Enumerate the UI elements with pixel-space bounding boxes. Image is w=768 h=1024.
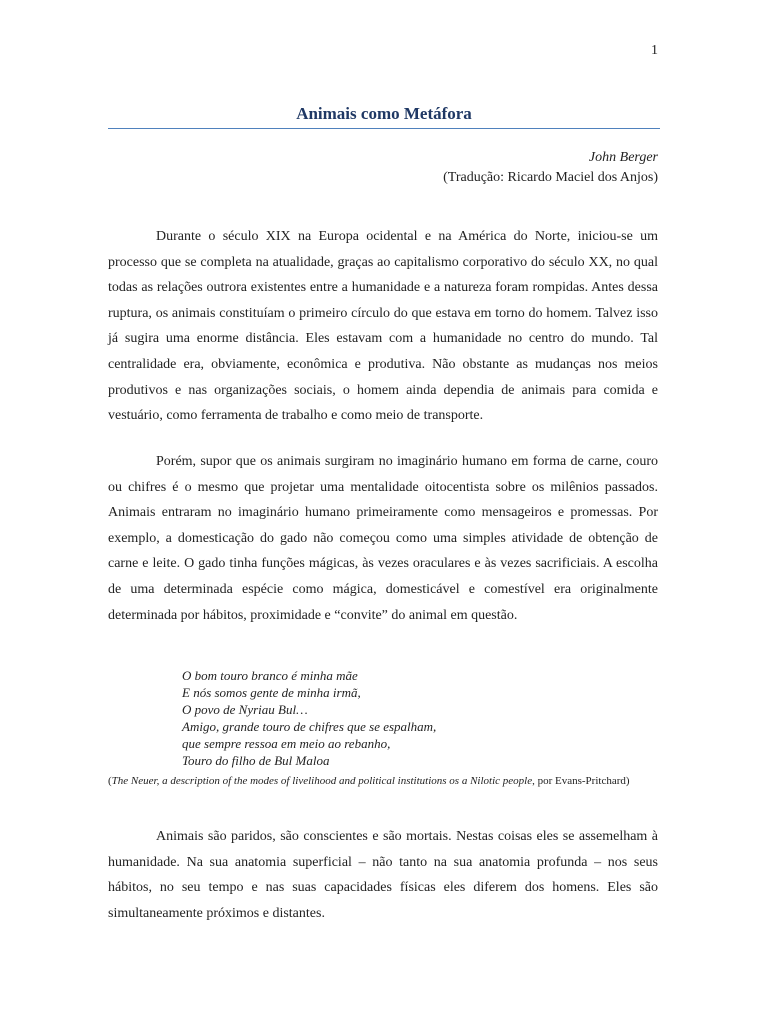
poem-line: E nós somos gente de minha irmã, [182, 685, 361, 700]
citation-rest: , por Evans-Pritchard) [532, 775, 630, 787]
citation-open: ( [108, 775, 112, 787]
poem-line: Amigo, grande touro de chifres que se espalham, [182, 719, 437, 734]
paragraph-2-text: Porém, supor que os animais surgiram no imaginário humano em forma de carne, couro ou chifres é o mesmo que projetar uma mentalidade oitocentista sobre os milênios passados. Animais entraram no imaginário humano primeiramente como mensageiros e promessas. Por exemplo, a domesticação do gado não começou como uma simples atividade de obtenção de carne e leite. O gado tinha funções mágicas, às vezes oraculares e às vezes sacrificiais. A escolha de uma determinada espécie como mágica, domesticável e comestível era originalmente determinada por hábitos, proximidade e “convite” do animal em questão. [108, 454, 658, 623]
poem-line: Touro do filho de Bul Maloa [182, 753, 330, 768]
poem-citation [108, 774, 660, 789]
document-title: Animais como Metáfora [296, 104, 472, 123]
title-divider [108, 128, 660, 129]
poem-block [182, 667, 436, 769]
citation-work-title: The Neuer, a description of the modes of livelihood and political institutions os a Nilotic people [111, 775, 533, 787]
poem-line: O povo de Nyriau Bul… [182, 702, 308, 717]
paragraph-3 [108, 824, 658, 926]
translator-credit: (Tradução: Ricardo Maciel dos Anjos) [443, 170, 658, 185]
paragraph-2 [108, 449, 658, 628]
paragraph-3-text: Animais são paridos, são conscientes e são mortais. Nestas coisas eles se assemelham à humanidade. Na sua anatomia superficial – não tanto na sua anatomia profunda – nos seus hábitos, no seu tempo e nas suas capacidades físicas eles diferem dos homens. Eles são simultaneamente próximos e distantes. [108, 829, 658, 921]
page-number: 1 [651, 43, 658, 58]
poem-line: O bom touro branco é minha mãe [182, 668, 358, 683]
author-name: John Berger [588, 150, 658, 165]
poem-line: que sempre ressoa em meio ao rebanho, [182, 736, 391, 751]
paragraph-1-text: Durante o século XIX na Europa ocidental e na América do Norte, iniciou-se um processo que se completa na atualidade, graças ao capitalismo corporativo do século XX, no qual todas as relações outrora existentes entre a humanidade e a natureza foram rompidas. Antes dessa ruptura, os animais constituíam o primeiro círculo do que estava em torno do homem. Talvez isso já sugira uma enorme distância. Eles estavam com a humanidade no centro do mundo. Tal centralidade era, obviamente, econômica e produtiva. Não obstante as mudanças nos meios produtivos e nas organizações sociais, o homem ainda dependia de animais para comida e vestuário, como ferramenta de trabalho e como meio de transporte. [108, 229, 658, 424]
paragraph-1 [108, 224, 658, 429]
